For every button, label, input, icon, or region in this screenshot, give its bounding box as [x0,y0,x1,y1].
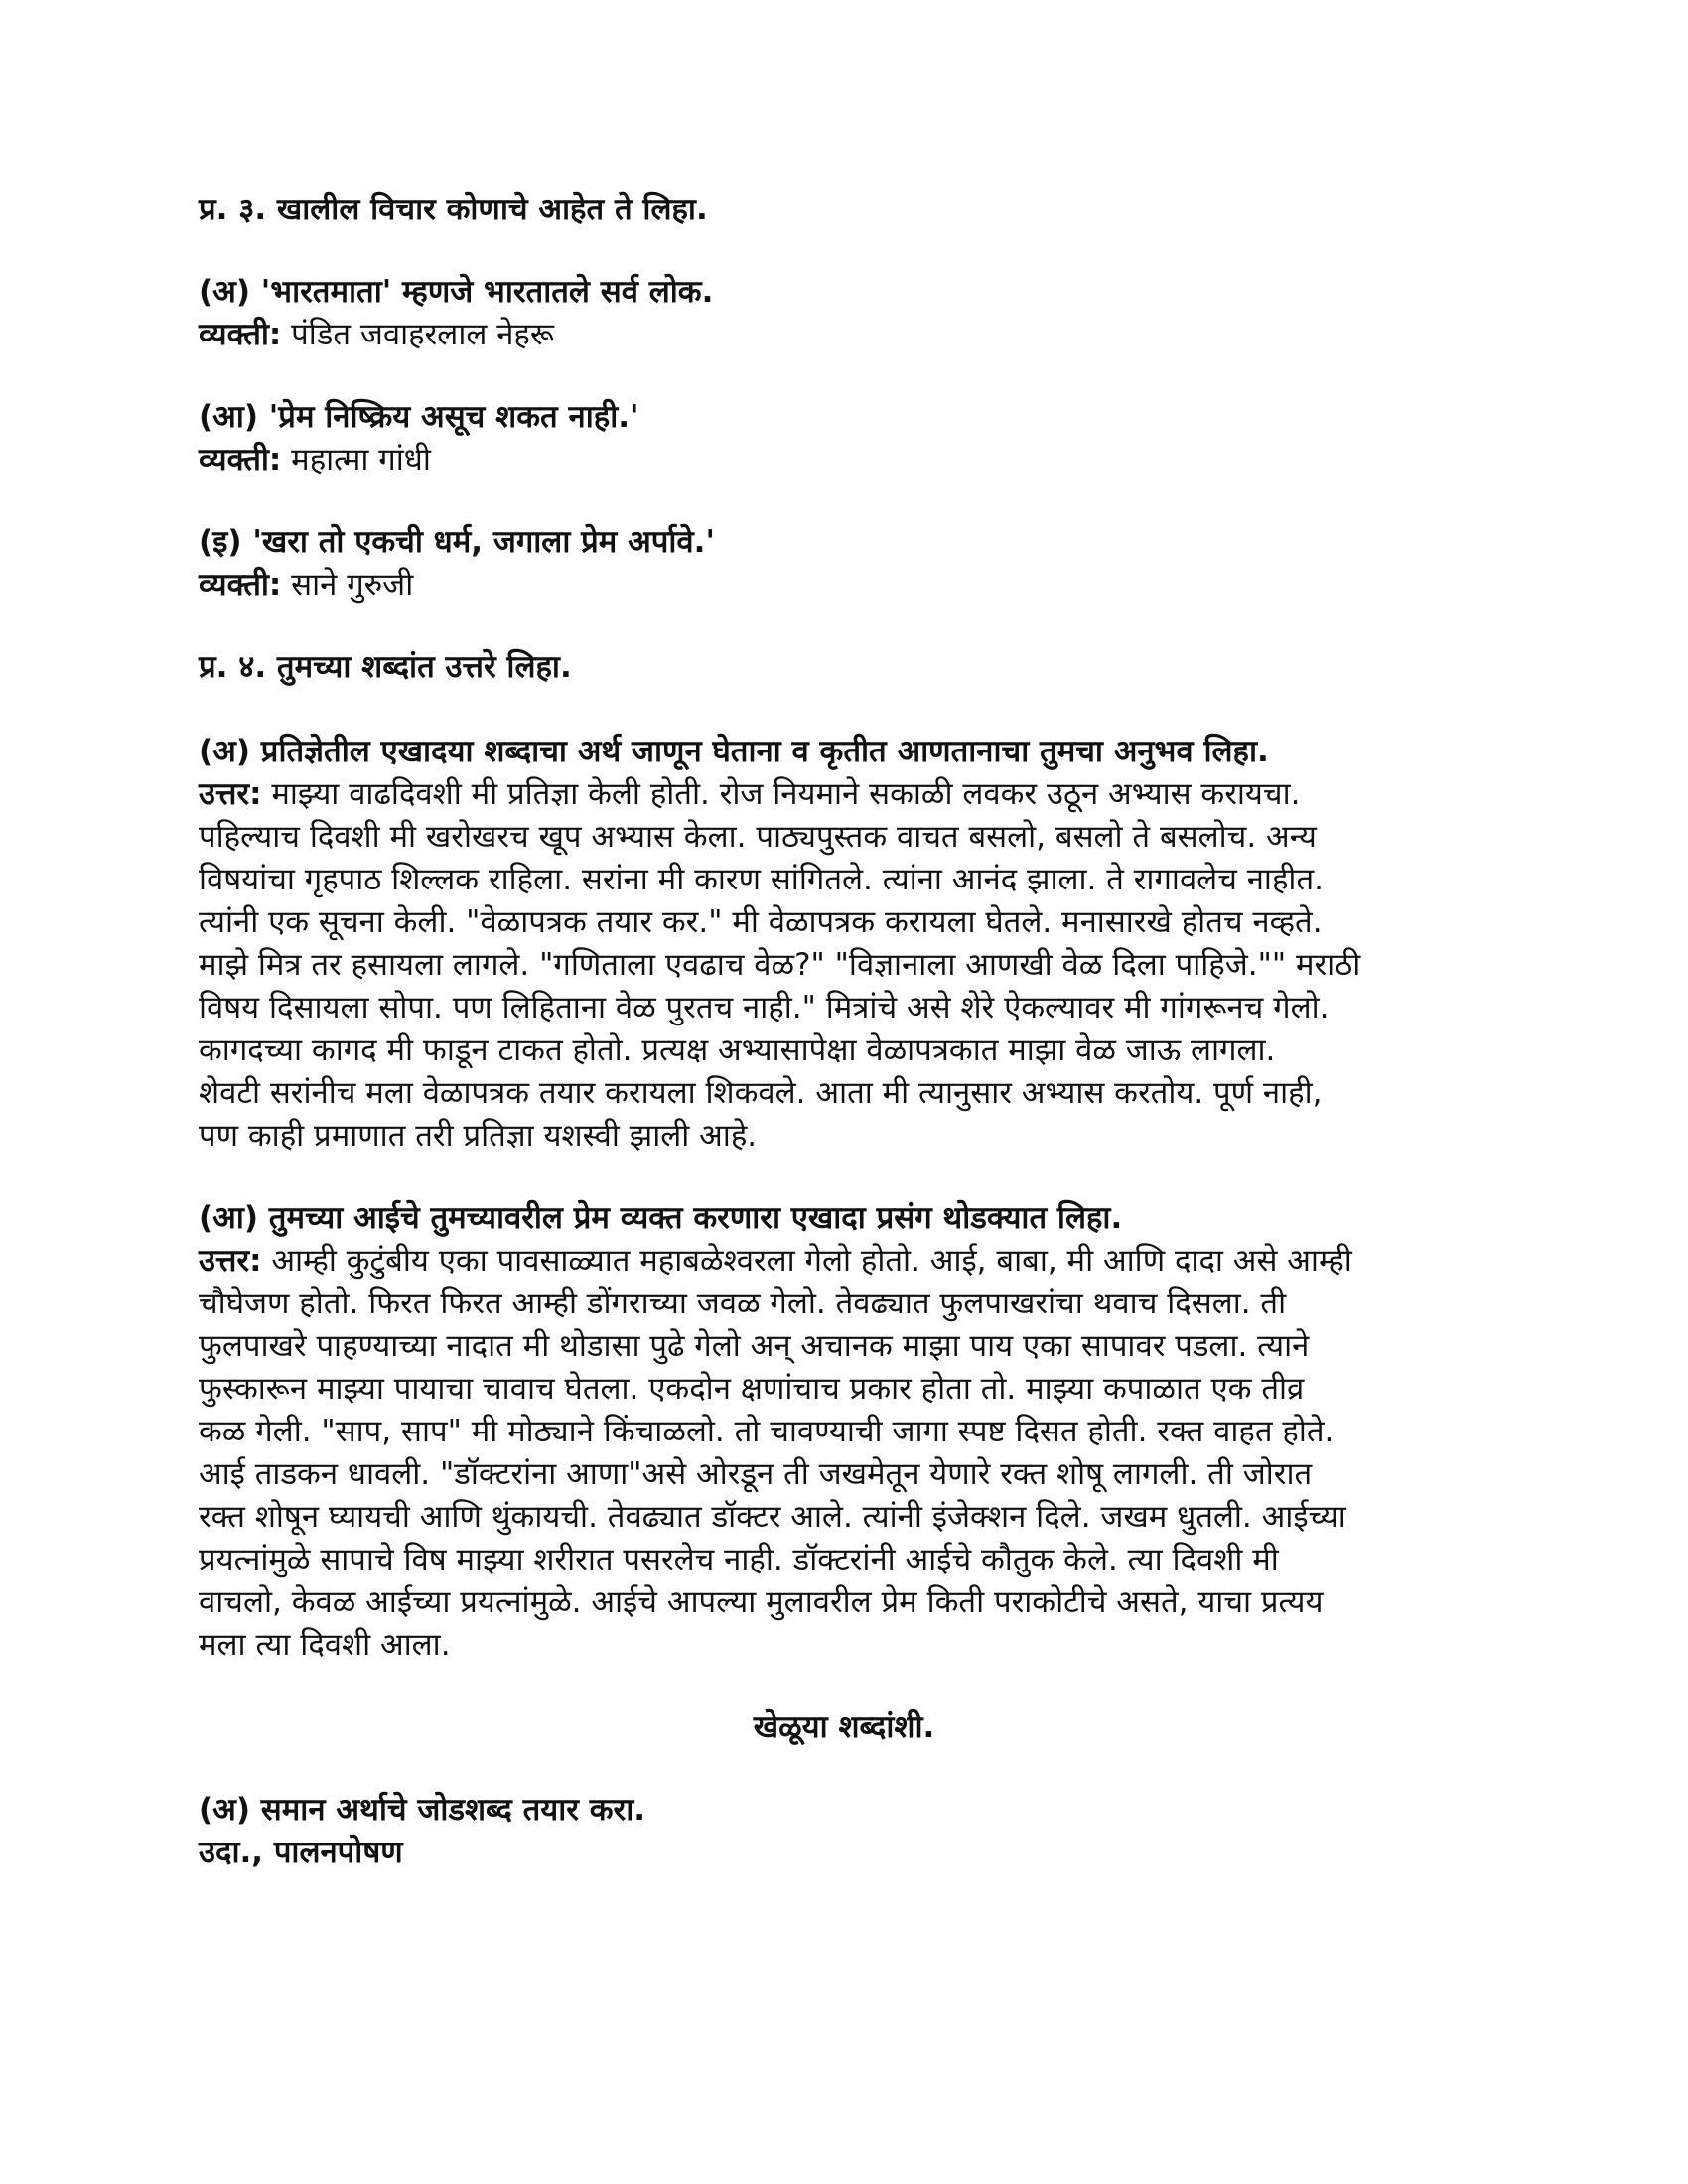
answer-line: विषय दिसायला सोपा. पण लिहिताना वेळ पुरतच नाही." मित्रांचे असे शेरे ऐकल्यावर मी गांगरूनच गेलो. [199,990,1330,1025]
wordplay-example: उदा., पालनपोषण [199,1835,403,1870]
person-label: व्यक्ती: [199,442,282,478]
q4-question-aa: (आ) तुमच्या आईचे तुमच्यावरील प्रेम व्यक्त करणारा एखादा प्रसंग थोडक्यात लिहा. [199,1200,1123,1236]
answer-label: उत्तर: [199,776,262,812]
answer-line: रक्त शोषून घ्यायची आणि थुंकायची. तेवढ्यात डॉक्टर आले. त्यांनी इंजेक्शन दिले. जखम धुतली. आईच्या [199,1499,1346,1535]
q3-quote-aa: (आ) 'प्रेम निष्क्रिय असूच शकत नाही.' [199,399,639,435]
document-page [199,189,1489,1874]
answer-line: माझे मित्र तर हसायला लागले. "गणिताला एवढाच वेळ?" "विज्ञानाला आणखी वेळ दिला पाहिजे."" मराठी [199,947,1361,983]
q4-heading: प्र. ४. तुमच्या शब्दांत उत्तरे लिहा. [199,649,572,685]
person-name: साने गुरुजी [281,567,414,603]
answer-text: आम्ही कुटुंबीय एका पावसाळ्यात महाबळेश्वरला गेलो होतो. आई, बाबा, मी आणि दादा असे आम्ही [261,1243,1352,1279]
answer-line: आई ताडकन धावली. "डॉक्टरांना आणा"असे ओरडून ती जखमेतून येणारे रक्त शोषू लागली. ती जोरात [199,1456,1313,1492]
answer-line [199,773,1489,816]
person-name: महात्मा गांधी [281,442,431,478]
q3-person-i [199,564,1489,607]
answer-line: विषयांचा गृहपाठ शिल्लक राहिला. सरांना मी कारण सांगितले. त्यांना आनंद झाला. ते रागावलेच नाहीत. [199,862,1324,897]
answer-line: फुस्कारून माझ्या पायाचा चावाच घेतला. एकदोन क्षणांचाच प्रकार होता तो. माझ्या कपाळात एक तीव्र [199,1371,1305,1407]
wordplay-question: (अ) समान अर्थाचे जोडशब्द तयार करा. [199,1792,646,1828]
person-label: व्यक्ती: [199,317,282,352]
answer-line: कागदच्या कागद मी फाडून टाकत होतो. प्रत्यक्ष अभ्यासापेक्षा वेळापत्रकात माझा वेळ जाऊ लागला. [199,1032,1276,1068]
q3-person-aa [199,439,1489,481]
answer-line: पहिल्याच दिवशी मी खरोखरच खूप अभ्यास केला. पाठ्यपुस्तक वाचत बसलो, बसलो ते बसलोच. अन्य [199,819,1317,855]
answer-line: प्रयत्नांमुळे सापाचे विष माझ्या शरीरात पसरलेच नाही. डॉक्टरांनी आईचे कौतुक केले. त्या दिवशी मी [199,1542,1279,1577]
q3-quote-a: (अ) 'भारतमाता' म्हणजे भारतातले सर्व लोक. [199,274,714,310]
answer-label: उत्तर: [199,1243,262,1279]
answer-text: माझ्या वाढदिवशी मी प्रतिज्ञा केली होती. रोज नियमाने सकाळी लवकर उठून अभ्यास करायचा. [261,776,1301,812]
person-label: व्यक्ती: [199,567,282,603]
answer-line: कळ गेली. "साप, साप" मी मोठ्याने किंचाळलो. तो चावण्याची जागा स्पष्ट दिसत होती. रक्त वाहत होते. [199,1414,1335,1449]
wordplay-title: खेळूया शब्दांशी. [753,1709,935,1745]
q4-answer-aa-block [199,1197,1489,1667]
answer-line [199,1240,1489,1283]
answer-line: पण काही प्रमाणात तरी प्रतिज्ञा यशस्वी झाली आहे. [199,1118,758,1154]
answer-line: त्यांनी एक सूचना केली. "वेळापत्रक तयार कर." मी वेळापत्रक करायला घेतले. मनासारखे होतच नव्हते. [199,904,1323,940]
q4-question-a: (अ) प्रतिज्ञेतील एखादया शब्दाचा अर्थ जाणून घेताना व कृतीत आणतानाचा तुमचा अनुभव लिहा. [199,734,1269,769]
answer-line: वाचलो, केवळ आईच्या प्रयत्नांमुळे. आईचे आपल्या मुलावरील प्रेम किती पराकोटीचे असते, याचा प्रत्यय [199,1584,1324,1620]
answer-line: फुलपाखरे पाहण्याच्या नादात मी थोडासा पुढे गेलो अन् अचानक माझा पाय एका सापावर पडला. त्याने [199,1328,1310,1364]
q3-heading: प्र. ३. खालील विचार कोणाचे आहेत ते लिहा. [199,192,708,227]
q3-quote-i: (इ) 'खरा तो एकची धर्म, जगाला प्रेम अर्पावे.' [199,524,715,560]
person-name: पंडित जवाहरलाल नेहरू [281,317,554,352]
q3-person-a [199,314,1489,356]
q4-answer-a-block [199,731,1489,1158]
answer-line: मला त्या दिवशी आला. [199,1627,451,1663]
answer-line: शेवटी सरांनीच मला वेळापत्रक तयार करायला शिकवले. आता मी त्यानुसार अभ्यास करतोय. पूर्ण नाही, [199,1075,1323,1111]
answer-line: चौघेजण होतो. फिरत फिरत आम्ही डोंगराच्या जवळ गेलो. तेवढ्यात फुलपाखरांचा थवाच दिसला. ती [199,1286,1287,1321]
